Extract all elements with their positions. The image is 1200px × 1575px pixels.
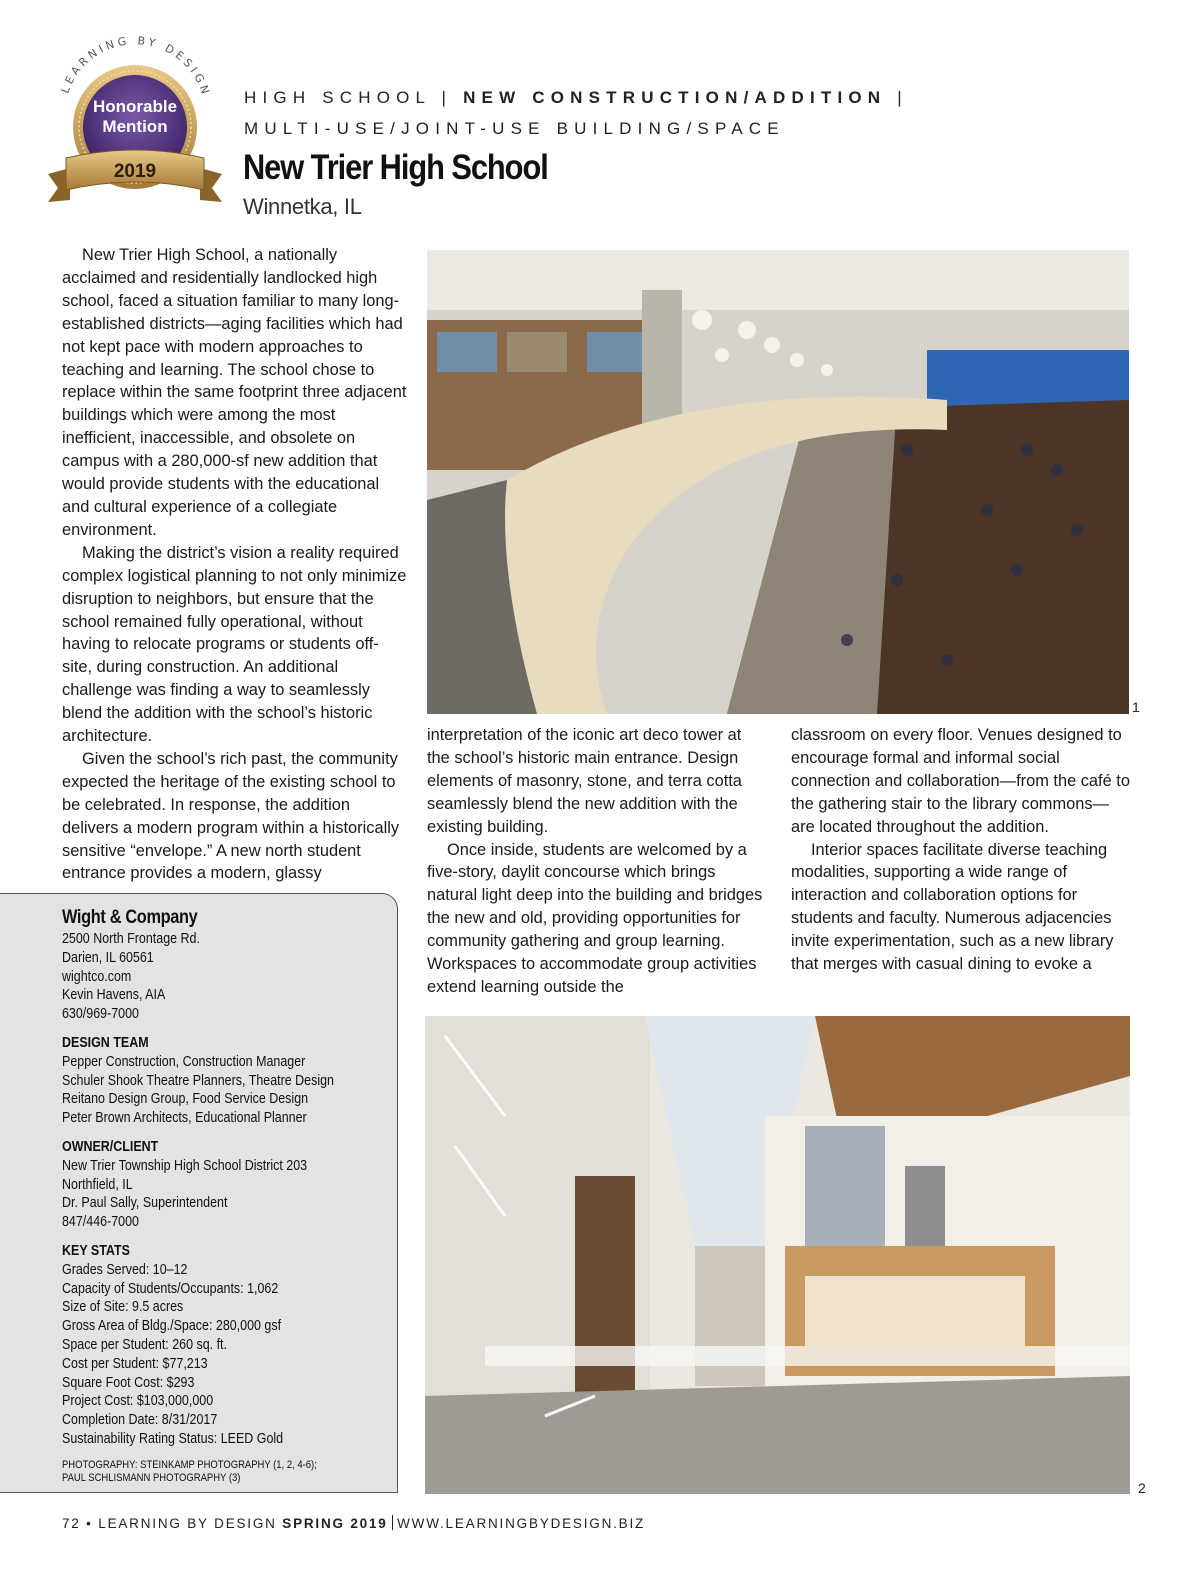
stat-item: Capacity of Students/Occupants: 1,062 xyxy=(62,1280,279,1297)
firm-website: wightco.com xyxy=(62,968,132,985)
article-column-3 xyxy=(791,724,1131,976)
col3-paragraph-2: Interior spaces facilitate diverse teaching modalities, supporting a wide range of interaction and collaboration options for students and faculty. Numerous adjacencies invite experimentation, such as a new library that merges with casual dining to evoke a xyxy=(791,840,1114,974)
issue-label: SPRING 2019 xyxy=(282,1516,388,1531)
photo-credit-line-1: PHOTOGRAPHY: STEINKAMP PHOTOGRAPHY (1, 2, 4-6); xyxy=(62,1458,317,1471)
firm-city-line: Darien, IL 60561 xyxy=(62,949,154,966)
stat-item: Cost per Student: $77,213 xyxy=(62,1355,208,1372)
design-team-item: Peter Brown Architects, Educational Planner xyxy=(62,1110,307,1127)
col2-paragraph-1: interpretation of the iconic art deco tower at the school’s historic main entrance. Design elements of masonry, stone, and terra cotta seamlessly blend the new addition with the existing building. xyxy=(427,726,742,836)
owner-heading: OWNER/CLIENT xyxy=(62,1138,159,1155)
article-location: Winnetka, IL xyxy=(243,194,362,219)
design-team-item: Reitano Design Group, Food Service Design xyxy=(62,1091,309,1108)
footer-url: WWW.LEARNINGBYDESIGN.BIZ xyxy=(397,1516,646,1531)
firm-name: Wight & Company xyxy=(62,907,198,928)
badge-year: 2019 xyxy=(113,161,157,182)
firm-contact: Kevin Havens, AIA xyxy=(62,987,166,1004)
page-number: 72 xyxy=(62,1516,81,1531)
sidebar-content xyxy=(62,906,392,1485)
col2-paragraph-2: Once inside, students are welcomed by a five-story, daylit concourse which brings natural light deep into the building and bridges the new and old, providing opportunities for community gathering and group learning. Workspaces to accommodate group activities extend learning outside the xyxy=(427,840,763,996)
category-line-1 xyxy=(244,88,908,108)
col3-paragraph-1: classroom on every floor. Venues designed to encourage formal and informal social connection and collaboration—from the café to the gathering stair to the library commons—are located throughout the addition. xyxy=(791,726,1130,836)
key-stats-heading: KEY STATS xyxy=(62,1242,130,1259)
owner-item: 847/446-7000 xyxy=(62,1214,139,1231)
honorable-mention-badge xyxy=(40,32,230,212)
owner-item: Northfield, IL xyxy=(62,1176,133,1193)
stat-item: Square Foot Cost: $293 xyxy=(62,1374,195,1391)
publication-name: LEARNING BY DESIGN xyxy=(98,1516,283,1531)
stat-item: Sustainability Rating Status: LEED Gold xyxy=(62,1430,284,1447)
page-footer xyxy=(62,1515,645,1531)
badge-arc-text: LEARNING BY DESIGN xyxy=(58,34,213,99)
firm-phone: 630/969-7000 xyxy=(62,1006,139,1023)
photo-2-number: 2 xyxy=(1138,1480,1146,1496)
stat-item: Space per Student: 260 sq. ft. xyxy=(62,1336,227,1353)
stat-item: Grades Served: 10–12 xyxy=(62,1261,188,1278)
owner-item: New Trier Township High School District 203 xyxy=(62,1157,308,1174)
footer-separator xyxy=(392,1515,394,1530)
col1-paragraph-1: New Trier High School, a nationally acclaimed and residentially landlocked high school, faced a situation familiar to many long-established districts—aging facilities which had not kept pace with modern approaches to teaching and learning. The school chose to replace within the same footprint three adjacent buildings which were among the most inefficient, inaccessible, and obsolete on campus with a 280,000-sf new addition that would provide students with the educational and cultural experience of a collegiate environment. xyxy=(62,246,407,539)
col1-paragraph-2: Making the district’s vision a reality required complex logistical planning to not only minimize disruption to neighbors, but ensure that the school remained fully operational, without having to relocate programs or students off-site, during construction. An additional challenge was finding a way to seamlessly blend the addition with the school’s historic architecture. xyxy=(62,543,407,746)
owner-item: Dr. Paul Sally, Superintendent xyxy=(62,1195,228,1212)
col1-paragraph-3: Given the school’s rich past, the community expected the heritage of the existing school to be celebrated. In response, the addition delivers a modern program within a historically sensitive “envelope.” A new north student entrance provides a modern, glassy xyxy=(62,749,400,883)
article-title: New Trier High School xyxy=(243,148,548,187)
firm-address-line: 2500 North Frontage Rd. xyxy=(62,931,200,947)
photo-atrium-concourse xyxy=(425,1016,1130,1494)
stat-item: Size of Site: 9.5 acres xyxy=(62,1299,184,1316)
photo-gathering-stair xyxy=(427,250,1129,714)
footer-bullet: • xyxy=(80,1516,99,1531)
stat-item: Gross Area of Bldg./Space: 280,000 gsf xyxy=(62,1318,282,1335)
badge-line2: Mention xyxy=(102,117,168,136)
design-team-item: Pepper Construction, Construction Manager xyxy=(62,1053,306,1070)
category-part2: NEW CONSTRUCTION/ADDITION xyxy=(463,88,887,107)
category-part3: | xyxy=(886,88,908,107)
category-part1: HIGH SCHOOL | xyxy=(244,88,464,107)
design-team-heading: DESIGN TEAM xyxy=(62,1034,149,1051)
category-line-2: MULTI-USE/JOINT-USE BUILDING/SPACE xyxy=(244,119,785,138)
stat-item: Project Cost: $103,000,000 xyxy=(62,1393,214,1410)
article-column-2 xyxy=(427,724,767,999)
stat-item: Completion Date: 8/31/2017 xyxy=(62,1412,218,1429)
badge-line1: Honorable xyxy=(92,97,178,116)
design-team-item: Schuler Shook Theatre Planners, Theatre Design xyxy=(62,1072,334,1089)
photo-1-number: 1 xyxy=(1132,699,1140,715)
article-column-1 xyxy=(62,244,407,885)
photo-credit-line-2: PAUL SCHLISMANN PHOTOGRAPHY (3) xyxy=(62,1471,241,1484)
